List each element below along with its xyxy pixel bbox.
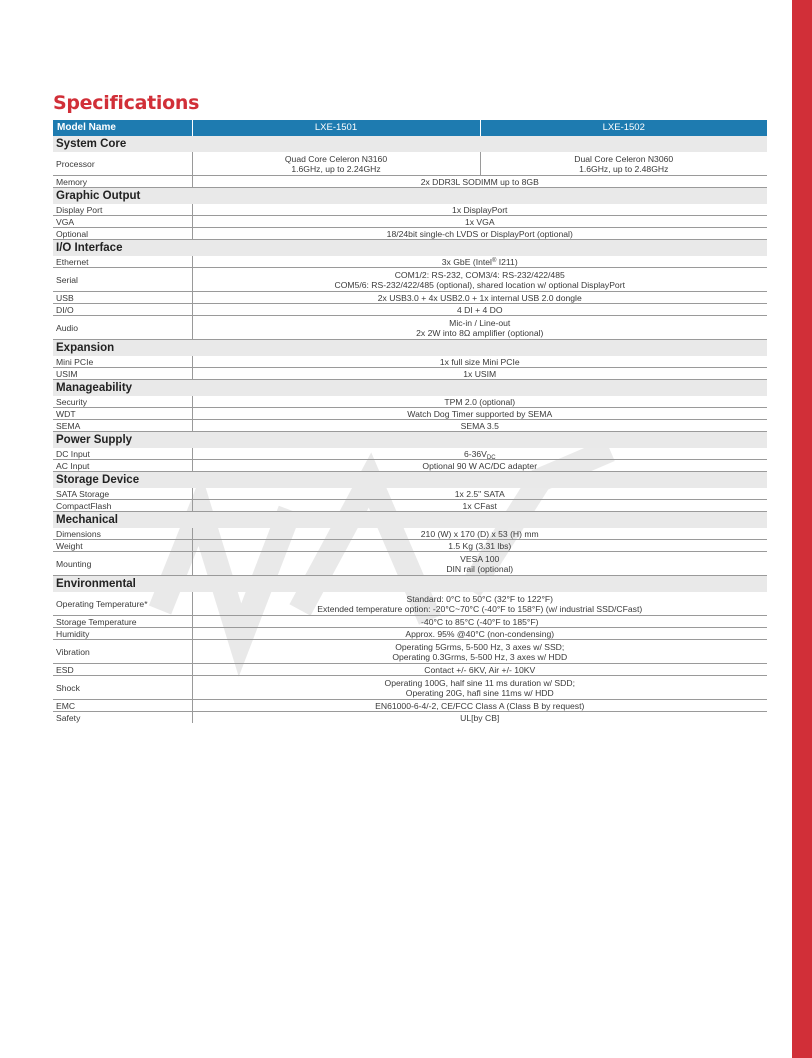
section-row — [53, 188, 767, 205]
section-row — [53, 340, 767, 357]
spec-row — [53, 540, 767, 552]
spec-table — [53, 120, 767, 723]
spec-value-line: 1x CFast — [462, 500, 497, 511]
spec-value-line: Operating 100G, half sine 11 ms duration w/ SDD; — [384, 677, 575, 688]
spec-value — [192, 640, 767, 664]
spec-value-segment: ® — [491, 257, 497, 264]
spec-row — [53, 292, 767, 304]
spec-value-line: TPM 2.0 (optional) — [444, 396, 516, 407]
spec-value — [192, 592, 767, 616]
section-title: Environmental — [53, 576, 192, 593]
section-fill — [192, 188, 767, 205]
section-row — [53, 136, 767, 152]
section-title: Manageability — [53, 380, 192, 397]
spec-value-line: Optional 90 W AC/DC adapter — [422, 460, 538, 471]
section-fill — [192, 340, 767, 357]
spec-label: WDT — [53, 408, 192, 420]
spec-label: Operating Temperature* — [53, 592, 192, 616]
spec-label: CompactFlash — [53, 500, 192, 512]
section-row — [53, 512, 767, 529]
spec-value — [192, 460, 767, 472]
section-fill — [192, 240, 767, 257]
section-fill — [192, 136, 767, 152]
spec-value-line: SEMA 3.5 — [460, 420, 499, 431]
spec-value-line: Operating 5Grms, 5-500 Hz, 3 axes w/ SSD; — [395, 641, 565, 652]
spec-value-line: Watch Dog Timer supported by SEMA — [407, 408, 553, 419]
spec-value-line: Operating 20G, hafl sine 11ms w/ HDD — [405, 687, 554, 698]
section-title: Mechanical — [53, 512, 192, 529]
spec-label: Weight — [53, 540, 192, 552]
spec-table-body — [53, 120, 767, 723]
spec-label: Mounting — [53, 552, 192, 576]
spec-value — [192, 628, 767, 640]
spec-row — [53, 628, 767, 640]
spec-label: ESD — [53, 664, 192, 676]
spec-value-line: 1.6GHz, up to 2.24GHz — [291, 163, 381, 174]
spec-value-line: 2x 2W into 8Ω amplifier (optional) — [416, 327, 544, 338]
spec-row — [53, 316, 767, 340]
spec-label: Security — [53, 396, 192, 408]
spec-label: EMC — [53, 700, 192, 712]
spec-label: USB — [53, 292, 192, 304]
section-row — [53, 472, 767, 489]
section-title: Power Supply — [53, 432, 192, 449]
spec-value-line: 1.5 Kg (3.31 lbs) — [448, 540, 512, 551]
spec-value-line: Quad Core Celeron N3160 — [284, 153, 388, 164]
spec-label: Processor — [53, 152, 192, 176]
spec-row — [53, 204, 767, 216]
spec-row — [53, 664, 767, 676]
spec-label: Vibration — [53, 640, 192, 664]
section-row — [53, 380, 767, 397]
spec-value-line: 2x USB3.0 + 4x USB2.0 + 1x internal USB 2.0 dongle — [377, 292, 582, 303]
spec-value-line: VESA 100 — [460, 553, 500, 564]
spec-label: Optional — [53, 228, 192, 240]
spec-value-line: 1x VGA — [464, 216, 495, 227]
spec-value-model-2 — [480, 152, 767, 176]
spec-label: VGA — [53, 216, 192, 228]
spec-row — [53, 176, 767, 188]
header-model-2: LXE-1502 — [480, 120, 767, 136]
section-row — [53, 576, 767, 593]
spec-value-line: 210 (W) x 170 (D) x 53 (H) mm — [420, 528, 539, 539]
spec-value — [192, 408, 767, 420]
spec-row — [53, 368, 767, 380]
spec-value-segment: I211) — [496, 256, 518, 267]
spec-value — [192, 664, 767, 676]
section-row — [53, 240, 767, 257]
spec-label: Mini PCIe — [53, 356, 192, 368]
spec-value-line: COM5/6: RS-232/422/485 (optional), shared location w/ optional DisplayPort — [334, 279, 625, 290]
spec-value-line: DIN rail (optional) — [446, 563, 514, 574]
spec-value-line: 1x DisplayPort — [452, 204, 508, 215]
spec-label: Memory — [53, 176, 192, 188]
spec-row — [53, 676, 767, 700]
header-model-1: LXE-1501 — [192, 120, 480, 136]
spec-value — [192, 368, 767, 380]
spec-label: DC Input — [53, 448, 192, 460]
spec-value — [192, 540, 767, 552]
spec-row — [53, 304, 767, 316]
page-title: Specifications — [53, 92, 200, 114]
spec-label: SATA Storage — [53, 488, 192, 500]
spec-value — [192, 304, 767, 316]
spec-label: AC Input — [53, 460, 192, 472]
spec-value-line: 1.6GHz, up to 2.48GHz — [579, 163, 669, 174]
section-title: Graphic Output — [53, 188, 192, 205]
spec-value-line: Operating 0.3Grms, 5-500 Hz, 3 axes w/ HDD — [392, 651, 568, 662]
spec-row — [53, 356, 767, 368]
spec-row — [53, 448, 767, 460]
spec-row — [53, 460, 767, 472]
spec-value-line: Mic-in / Line-out — [449, 317, 511, 328]
spec-value — [192, 268, 767, 292]
spec-label: Dimensions — [53, 528, 192, 540]
spec-value — [192, 176, 767, 188]
spec-label: Safety — [53, 712, 192, 724]
spec-value — [192, 216, 767, 228]
spec-value — [192, 356, 767, 368]
spec-label: Ethernet — [53, 256, 192, 268]
spec-value-line: UL[by CB] — [460, 712, 500, 723]
spec-row — [53, 592, 767, 616]
spec-value — [192, 316, 767, 340]
spec-value — [192, 256, 767, 268]
spec-value-line: 4 DI + 4 DO — [456, 304, 503, 315]
spec-value-line: -40°C to 85°C (-40°F to 185°F) — [421, 616, 539, 627]
spec-row — [53, 640, 767, 664]
spec-value-line: 1x full size Mini PCIe — [439, 356, 520, 367]
spec-value — [192, 676, 767, 700]
spec-label: USIM — [53, 368, 192, 380]
section-fill — [192, 380, 767, 397]
spec-label: Humidity — [53, 628, 192, 640]
spec-label: Audio — [53, 316, 192, 340]
section-fill — [192, 576, 767, 593]
spec-value-line: 1x USIM — [463, 368, 497, 379]
section-title: Storage Device — [53, 472, 192, 489]
spec-value-line: COM1/2: RS-232, COM3/4: RS-232/422/485 — [394, 269, 565, 280]
header-label: Model Name — [53, 120, 192, 136]
spec-row — [53, 396, 767, 408]
spec-value-line: 18/24bit single-ch LVDS or DisplayPort (optional) — [386, 228, 573, 239]
spec-value-segment: 6-36V — [463, 448, 487, 459]
spec-value — [192, 616, 767, 628]
spec-row — [53, 552, 767, 576]
spec-label: Storage Temperature — [53, 616, 192, 628]
spec-row — [53, 528, 767, 540]
spec-value-line: Approx. 95% @40°C (non-condensing) — [405, 628, 555, 639]
section-fill — [192, 512, 767, 529]
spec-value-line: 2x DDR3L SODIMM up to 8GB — [420, 176, 539, 187]
section-fill — [192, 432, 767, 449]
spec-value — [192, 448, 767, 460]
spec-value — [192, 712, 767, 724]
spec-value — [192, 552, 767, 576]
section-row — [53, 432, 767, 449]
spec-label: Serial — [53, 268, 192, 292]
spec-value — [192, 228, 767, 240]
spec-value-line: Dual Core Celeron N3060 — [574, 153, 674, 164]
spec-value — [192, 396, 767, 408]
section-title: I/O Interface — [53, 240, 192, 257]
spec-row — [53, 256, 767, 268]
spec-row — [53, 216, 767, 228]
spec-row — [53, 488, 767, 500]
spec-value-line: 1x 2.5" SATA — [454, 488, 505, 499]
spec-value — [192, 500, 767, 512]
spec-row — [53, 616, 767, 628]
spec-label: DI/O — [53, 304, 192, 316]
spec-row — [53, 700, 767, 712]
spec-value-segment: 3x GbE (Intel — [441, 256, 492, 267]
spec-value-segment: DC — [486, 454, 496, 461]
table-header-row — [53, 120, 767, 136]
section-fill — [192, 472, 767, 489]
spec-value-line: Contact +/- 6KV, Air +/- 10KV — [424, 664, 536, 675]
spec-row — [53, 268, 767, 292]
spec-value — [192, 488, 767, 500]
spec-value — [192, 528, 767, 540]
spec-value — [192, 420, 767, 432]
section-title: Expansion — [53, 340, 192, 357]
spec-row — [53, 228, 767, 240]
spec-value — [192, 700, 767, 712]
spec-value-model-1 — [192, 152, 480, 176]
spec-row — [53, 712, 767, 724]
spec-row — [53, 408, 767, 420]
spec-value — [192, 292, 767, 304]
spec-value-line: Extended temperature option: -20°C~70°C (-40°F to 158°F) (w/ industrial SSD/CFast) — [317, 603, 643, 614]
spec-value — [192, 204, 767, 216]
section-title: System Core — [53, 136, 192, 152]
spec-row — [53, 420, 767, 432]
spec-row — [53, 152, 767, 176]
spec-row — [53, 500, 767, 512]
spec-label: SEMA — [53, 420, 192, 432]
spec-value-line: Standard: 0°C to 50°C (32°F to 122°F) — [406, 593, 554, 604]
spec-value-line: EN61000-6-4/-2, CE/FCC Class A (Class B by request) — [375, 700, 585, 711]
side-accent-bar — [792, 0, 812, 1058]
spec-label: Display Port — [53, 204, 192, 216]
spec-label: Shock — [53, 676, 192, 700]
